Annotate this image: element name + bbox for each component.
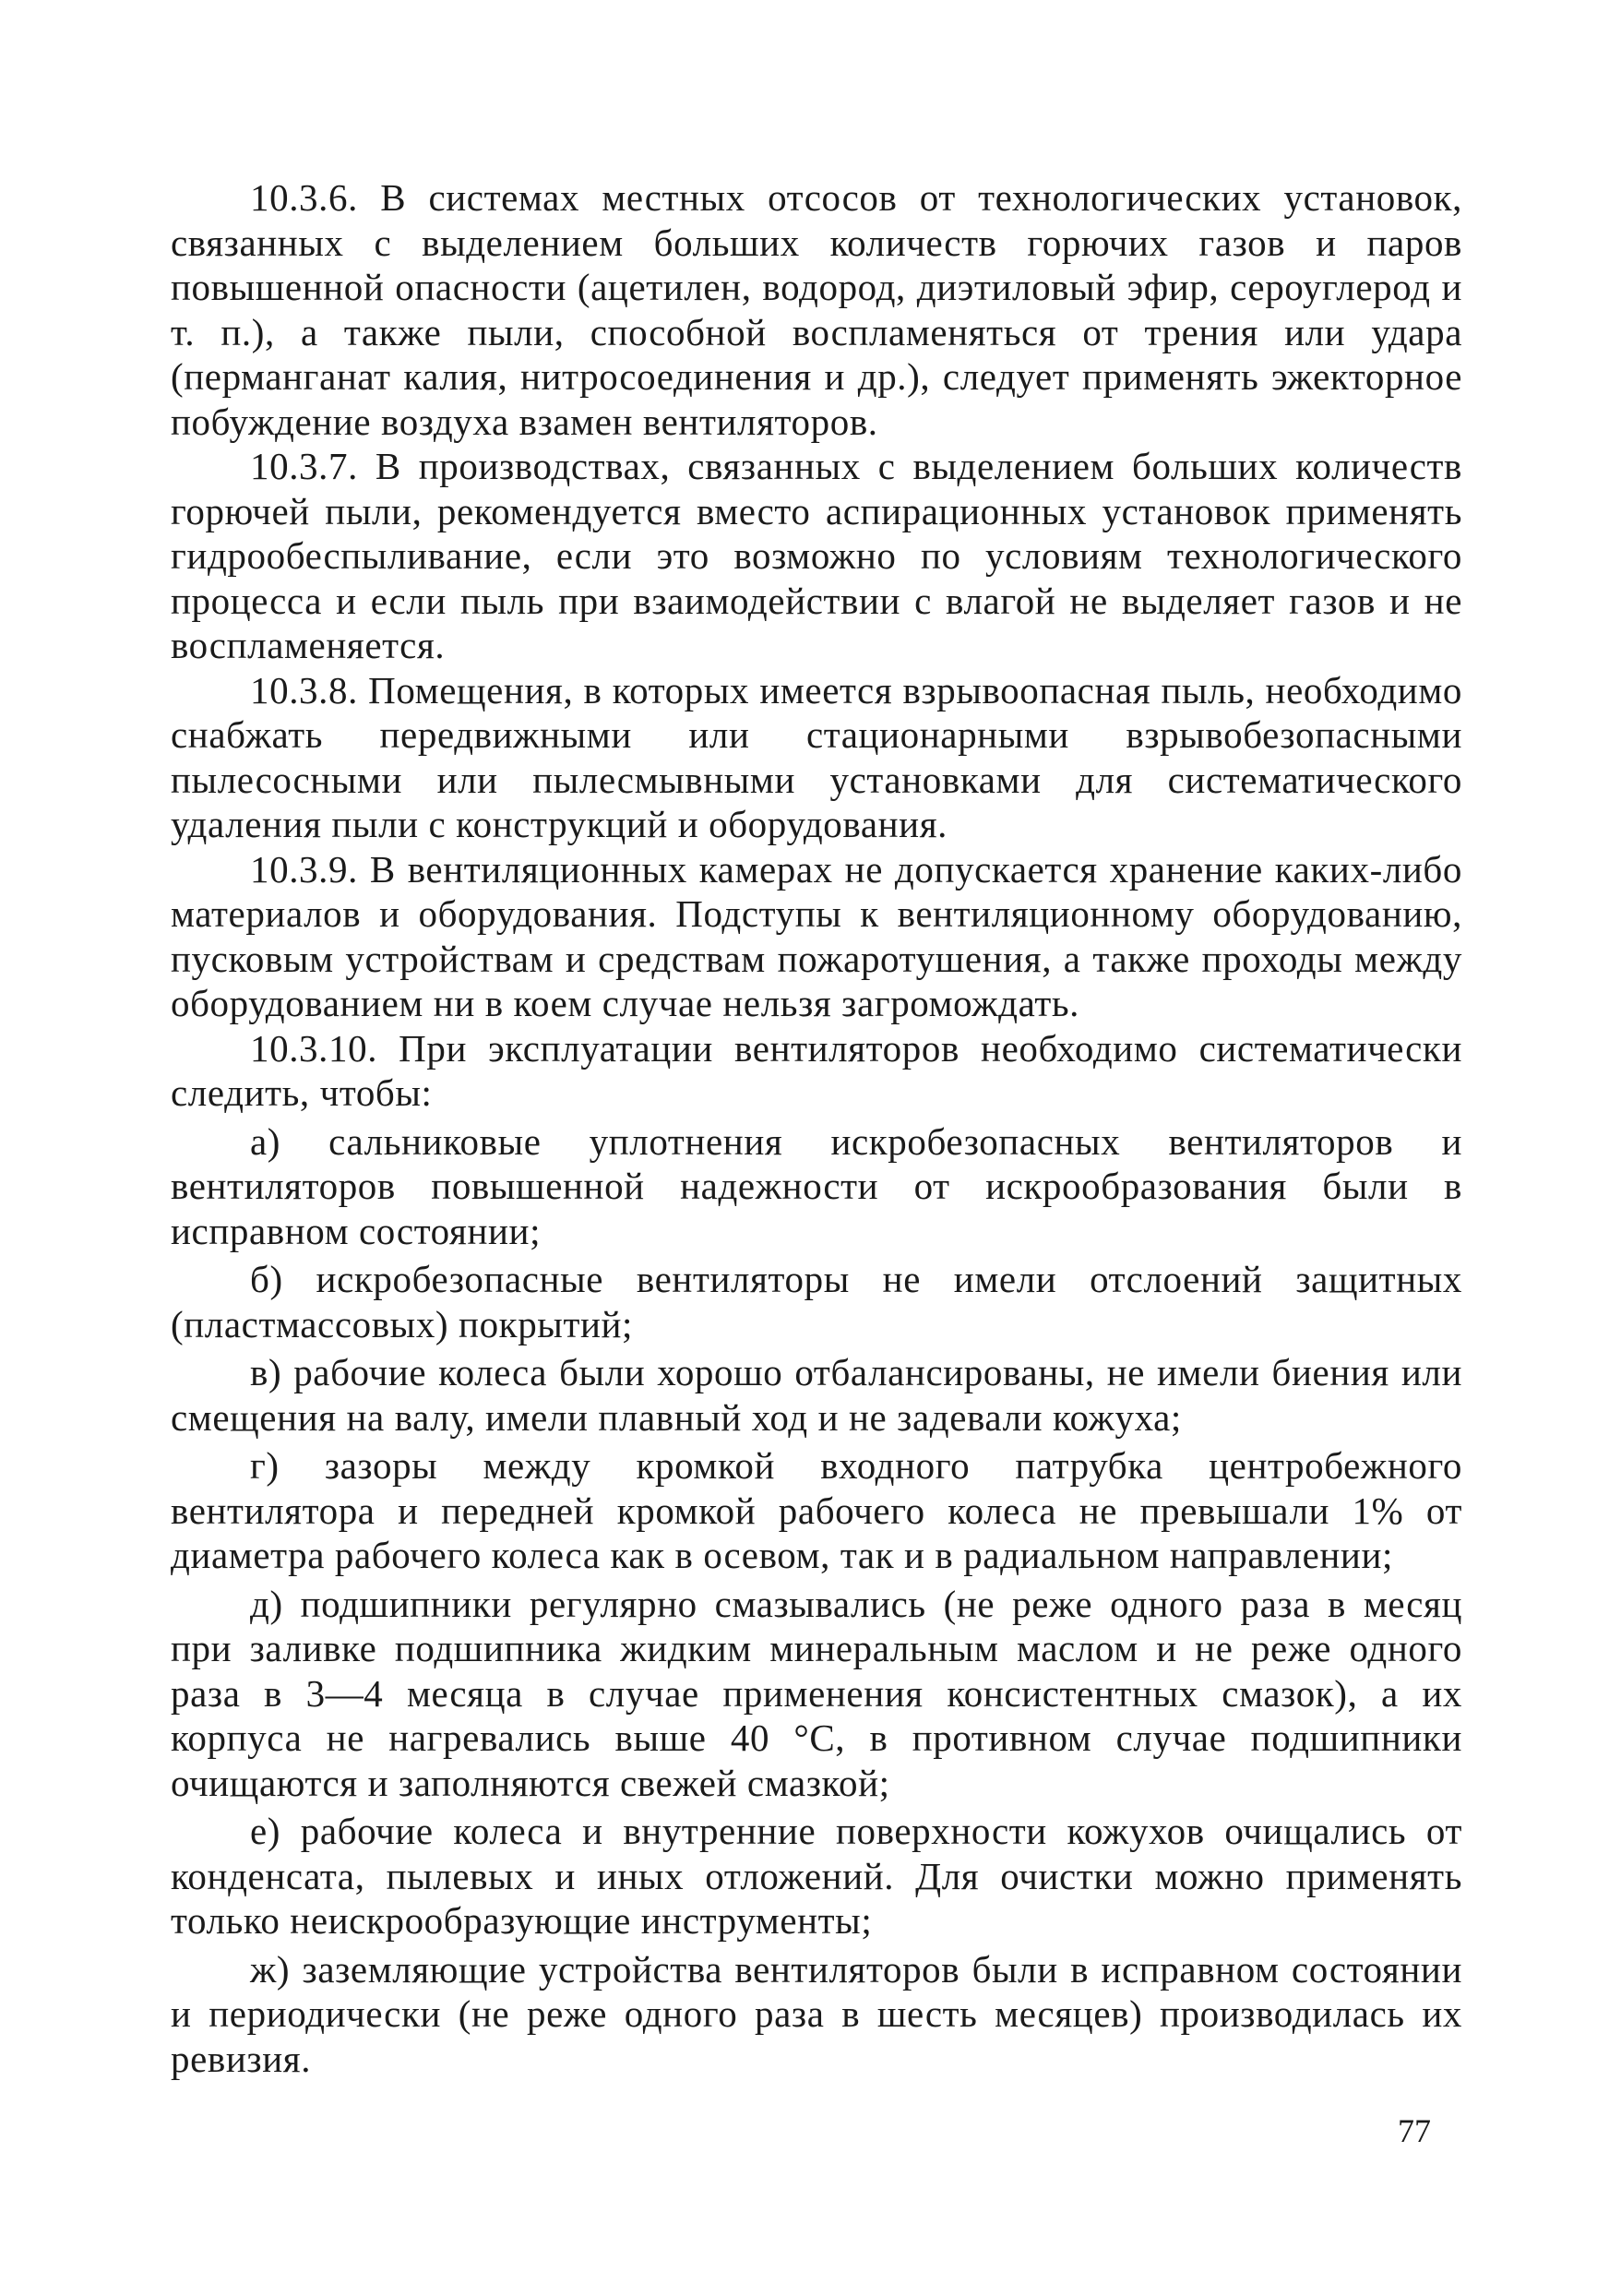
list-item-zh: ж) заземляющие устройства вентиляторов были в исправном состоянии и периодически (не реже одного раза в шесть месяцев) производилась их ревизия. xyxy=(171,1947,1462,2080)
list-item-v: в) рабочие колеса были хорошо отбалансированы, не имели биения или смещения на валу, имели плавный ход и не задевали кожуха; xyxy=(171,1351,1462,1439)
list-item-d: д) подшипники регулярно смазывались (не реже одного раза в месяц при заливке подшипника жидким минеральным маслом и не реже одного раза в 3—4 месяца в случае применения консистентных смазок), а их корпуса не нагревались выше 40 °С, в противном случае подшипники очищаются и заполняются свежей смазкой; xyxy=(171,1582,1462,1804)
paragraph-10-3-10: 10.3.10. При эксплуатации вентиляторов необходимо систематически следить, чтобы: xyxy=(171,1026,1462,1114)
paragraph-10-3-9: 10.3.9. В вентиляционных камерах не допускается хранение каких-либо материалов и оборудования. Подступы к вентиляционному оборудованию, пусковым устройствам и средствам пожаротушения, а также проходы между оборудованием ни в коем случае нельзя загромождать. xyxy=(171,847,1462,1024)
paragraph-10-3-6: 10.3.6. В системах местных отсосов от технологических установок, связанных с выделением больших количеств горючих газов и паров повышенной опасности (ацетилен, водород, диэтиловый эфир, сероуглерод и т. п.), а также пыли, способной воспламеняться от трения или удара (перманганат калия, нитросоединения и др.), следует применять эжекторное побуждение воздуха взамен вентиляторов. xyxy=(171,176,1462,443)
page-number: 77 xyxy=(1398,2112,1431,2149)
paragraph-10-3-8: 10.3.8. Помещения, в которых имеется взрывоопасная пыль, необходимо снабжать передвижными или стационарными взрывобезопасными пылесосными или пылесмывными установками для систематического удаления пыли с конструкций и оборудования. xyxy=(171,668,1462,845)
list-item-e: е) рабочие колеса и внутренние поверхности кожухов очищались от конденсата, пылевых и иных отложений. Для очистки можно применять только неискрообразующие инструменты; xyxy=(171,1810,1462,1942)
paragraph-10-3-7: 10.3.7. В производствах, связанных с выделением больших количеств горючей пыли, рекомендуется вместо аспирационных установок применять гидрообеспыливание, если это возможно по условиям технологического процесса и если пыль при взаимодействии с влагой не выделяет газов и не воспламеняется. xyxy=(171,445,1462,666)
page-body xyxy=(171,175,1462,2081)
list-item-g: г) зазоры между кромкой входного патрубка центробежного вентилятора и передней кромкой рабочего колеса не превышали 1% от диаметра рабочего колеса как в осевом, так и в радиальном направлении; xyxy=(171,1444,1462,1576)
list-item-a: а) сальниковые уплотнения искробезопасных вентиляторов и вентиляторов повышенной надежности от искрообразования были в исправном состоянии; xyxy=(171,1119,1462,1252)
list-item-b: б) искробезопасные вентиляторы не имели отслоений защитных (пластмассовых) покрытий; xyxy=(171,1258,1462,1345)
